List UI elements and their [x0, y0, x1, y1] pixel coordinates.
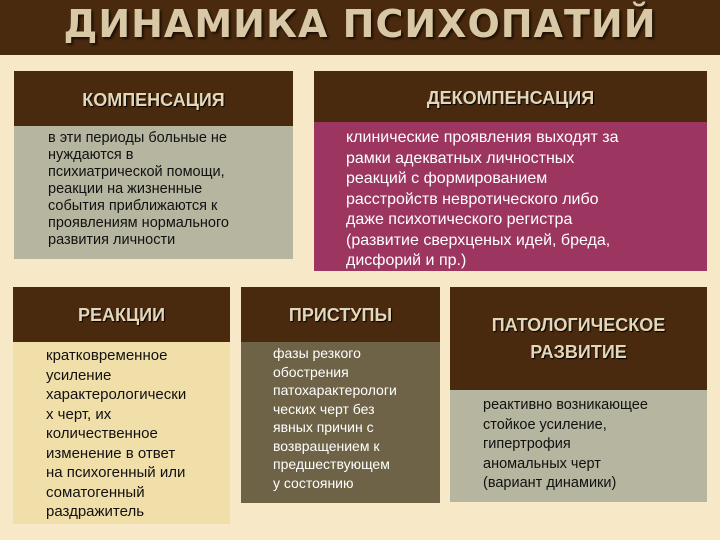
pathological-development-text: реактивно возникающее стойкое усиление, гипертрофия аномальных черт (вариант динамики) [450, 390, 707, 502]
reactions-text: кратковременное усиление характерологически х черт, их количественное изменение в ответ на психогенный или соматогенный раздражитель [13, 342, 230, 524]
page-title: ДИНАМИКА ПСИХОПАТИЙ [63, 2, 657, 46]
compensation-text: в эти периоды больные не нуждаются в психиатрической помощи, реакции на жизненные события приближаются к проявлениям нормального развития личности [14, 126, 293, 259]
attacks-text: фазы резкого обострения патохарактерологи ческих черт без явных причин с возвращением к предшествующем у состоянию [241, 342, 440, 503]
pathological-development-header: ПАТОЛОГИЧЕСКОЕ РАЗВИТИЕ [450, 287, 707, 390]
decompensation-header: ДЕКОМПЕНСАЦИЯ [314, 71, 707, 122]
decompensation-text: клинические проявления выходят за рамки адекватных личностных реакций с формированием расстройств невротического либо даже психотического регистра (развитие сверхценых идей, бреда, дисфорий и пр.) [314, 122, 707, 271]
attacks-header: ПРИСТУПЫ [241, 287, 440, 342]
reactions-header: РЕАКЦИИ [13, 287, 230, 342]
compensation-header: КОМПЕНСАЦИЯ [14, 71, 293, 126]
